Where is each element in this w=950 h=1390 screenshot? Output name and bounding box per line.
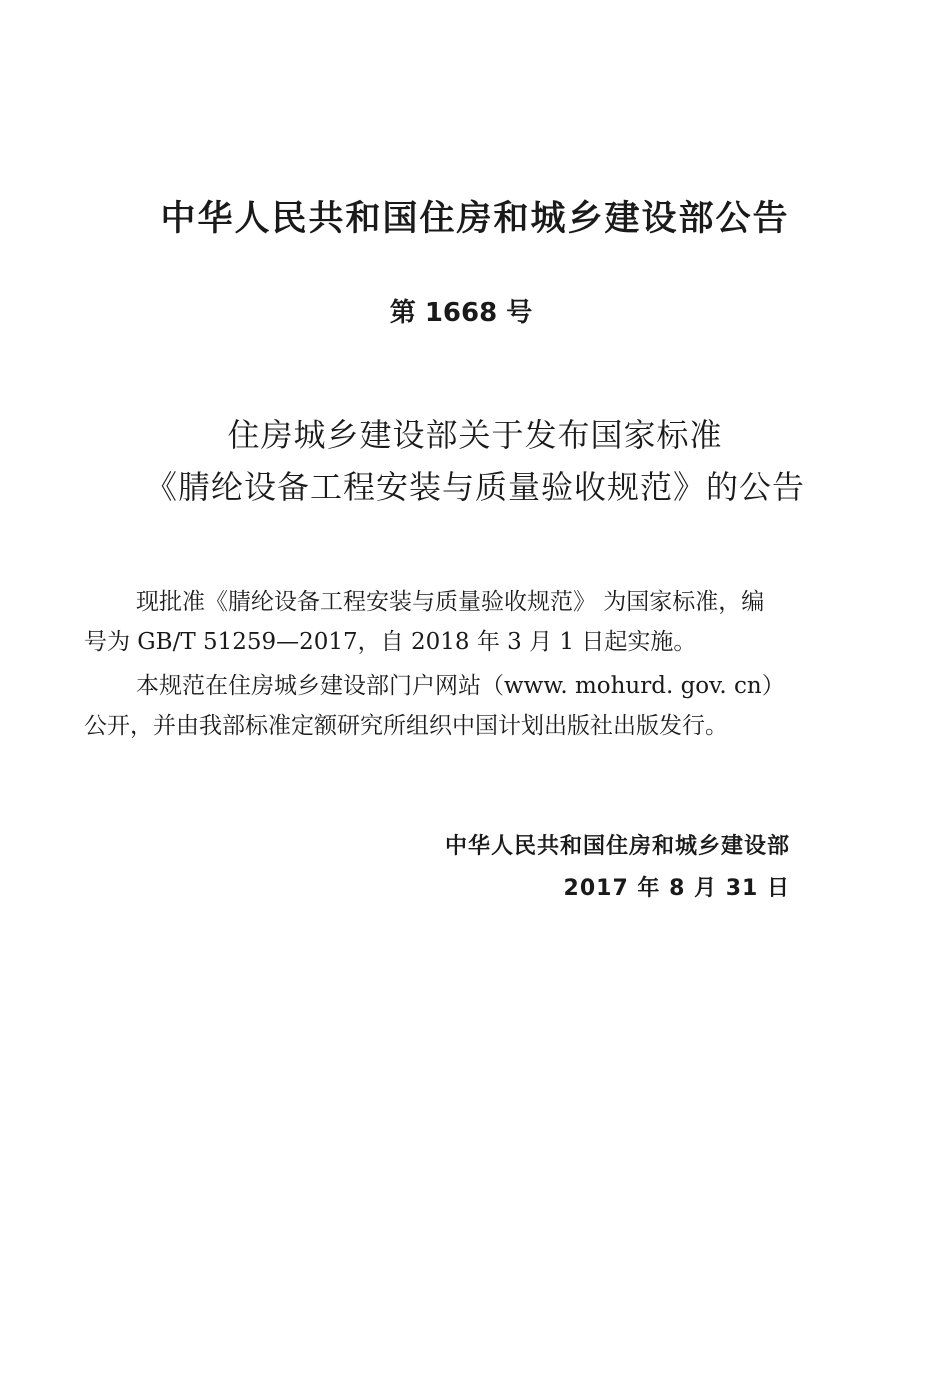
subtitle-line-2: 《腈纶设备工程安装与质量验收规范》的公告: [144, 468, 805, 506]
main-title: 中华人民共和国住房和城乡建设部公告: [160, 199, 790, 239]
signature-date: 2017 年 8 月 31 日: [563, 876, 790, 901]
paragraph-line: 现批准《腈纶设备工程安装与质量验收规范》 为国家标准，编: [136, 589, 765, 615]
signature-organization: 中华人民共和国住房和城乡建设部: [444, 834, 790, 859]
paragraph-approval: [84, 582, 856, 662]
paragraph-line: 号为 GB/T 51259—2017，自 2018 年 3 月 1 日起实施。: [84, 629, 697, 655]
subtitle-line-1: 住房城乡建设部关于发布国家标准: [227, 416, 723, 454]
paragraph-line: 公开，并由我部标准定额研究所组织中国计划出版社出版发行。: [84, 713, 728, 739]
paragraph-publication: [84, 666, 856, 746]
paragraph-line: 本规范在住房城乡建设部门户网站（www. mohurd. gov. cn）: [136, 673, 785, 699]
document-number: 第 1668 号: [389, 298, 533, 328]
